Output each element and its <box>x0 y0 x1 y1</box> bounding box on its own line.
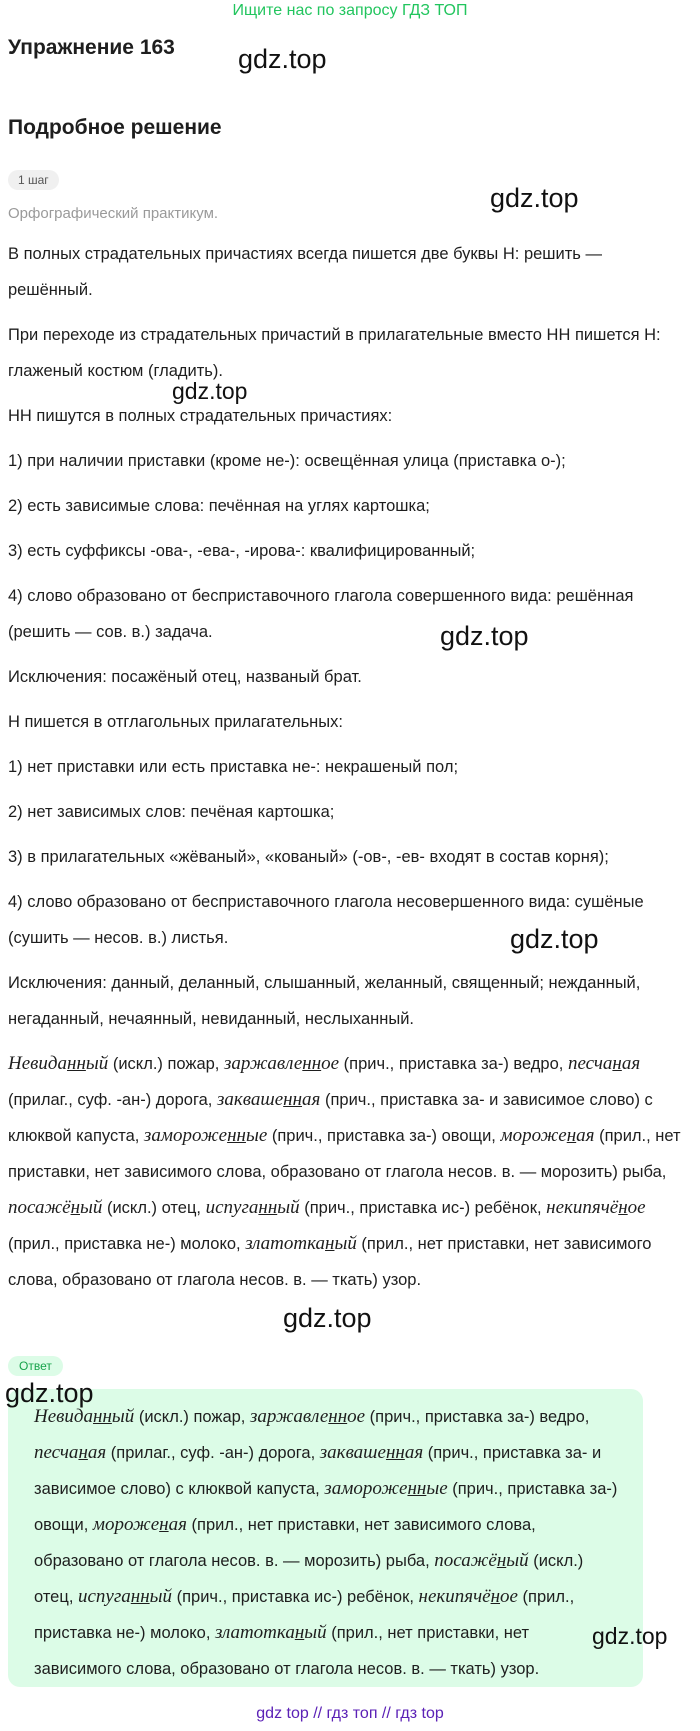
example-gloss: (прич., приставка ис-) ребёнок, <box>299 1199 547 1217</box>
step-badge: 1 шаг <box>8 170 59 190</box>
watermark: gdz.top <box>238 44 327 74</box>
exercise-title: Упражнение 163 <box>8 36 175 59</box>
solution-content <box>8 236 688 1298</box>
rule-paragraph: 4) слово образовано от бесприставочного глагола несовершенного вида: сушёные (сушить — несов. в.) листья. <box>8 893 644 947</box>
example-gloss: (прил., приставка не-) молоко, <box>8 1235 246 1253</box>
example-word: посажёный <box>8 1197 103 1218</box>
watermark: gdz.top <box>592 1623 668 1649</box>
highlighted-letters: нн <box>407 1478 427 1499</box>
footer-links[interactable]: gdz top // гдз топ // гдз top <box>256 1705 444 1722</box>
example-gloss: (прил., нет приставки, нет зависимого слова, образовано от глагола несов. в. — морозить) рыба, <box>8 1127 681 1181</box>
example-gloss: (прил., приставка не-) молоко, <box>34 1588 575 1642</box>
highlighted-letters: нн <box>302 1053 322 1074</box>
highlighted-letters: н <box>159 1514 169 1535</box>
rule-paragraph: В полных страдательных причастиях всегда пишется две буквы Н: решить — решённый. <box>8 245 602 299</box>
example-word: заквашeнная <box>319 1442 424 1463</box>
example-word: заморожeнные <box>324 1478 448 1499</box>
watermark: gdz.top <box>490 183 579 213</box>
highlighted-letters: н <box>490 1586 501 1607</box>
example-gloss: (прил., нет приставки, нет зависимого слова, образовано от глагола несов. в. — ткать) узор. <box>34 1624 540 1678</box>
example-word: заржавленное <box>249 1406 366 1427</box>
example-word: заморожeнные <box>143 1125 268 1146</box>
example-word: златотканый <box>245 1233 357 1254</box>
example-gloss: (прилаг., суф. -ан-) дорога, <box>106 1444 320 1462</box>
example-word: испуганный <box>205 1197 300 1218</box>
highlighted-letters: нн <box>258 1197 278 1218</box>
example-word: Невиданный <box>34 1406 135 1427</box>
rule-paragraph: НН пишутся в полных страдательных причастиях: <box>8 407 393 425</box>
rule-paragraph: 4) слово образовано от бесприставочного глагола совершенного вида: решённая (решить — сов. в.) задача. <box>8 587 634 641</box>
example-word: морожeная <box>500 1125 595 1146</box>
highlighted-letters: н <box>612 1053 622 1074</box>
example-gloss: (искл.) пожар, <box>108 1055 224 1073</box>
rule-paragraph: 1) нет приставки или есть приставка не-: некрашеный пол; <box>8 758 459 776</box>
highlighted-letters: нн <box>227 1125 246 1146</box>
example-gloss: (прич., приставка за-) ведро, <box>365 1408 590 1426</box>
highlighted-letters: нн <box>283 1089 303 1110</box>
highlighted-letters: н <box>325 1233 335 1254</box>
example-word: песчаная <box>567 1053 641 1074</box>
example-gloss: (прил., нет приставки, нет зависимого слова, образовано от глагола несов. в. — ткать) узор. <box>8 1235 652 1289</box>
example-gloss: (прил., нет приставки, нет зависимого слова, образовано от глагола несов. в. — морозить) рыба, <box>34 1516 536 1570</box>
rule-paragraph: 2) есть зависимые слова: печённая на углях картошка; <box>8 497 430 515</box>
rule-paragraph: Исключения: посажёный отец, названый брат. <box>8 668 362 686</box>
rule-paragraph: 2) нет зависимых слов: печёная картошка; <box>8 803 335 821</box>
highlighted-letters: н <box>294 1622 305 1643</box>
example-word: некипячёное <box>546 1197 646 1218</box>
search-banner[interactable]: Ищите нас по запросу ГДЗ ТОП <box>232 2 468 19</box>
rule-paragraph: Исключения: данный, деланный, слышанный, желанный, священный; нежданный, негаданный, нечаянный, невиданный, неслыханный. <box>8 974 641 1028</box>
rule-paragraph: 3) в прилагательных «жёваный», «кованый» (-ов-, -ев- входят в состав корня); <box>8 848 609 866</box>
step-subtitle: Орфографический практикум. <box>8 205 219 222</box>
example-word: некипячёное <box>418 1586 518 1607</box>
rule-paragraph: 1) при наличии приставки (кроме не-): освещённая улица (приставка о-); <box>8 452 566 470</box>
rule-paragraph: Н пишется в отглагольных прилагательных: <box>8 713 343 731</box>
highlighted-letters: нн <box>328 1406 348 1427</box>
example-gloss: (прич., приставка за-) овощи, <box>34 1480 618 1534</box>
example-word: златотканый <box>215 1622 327 1643</box>
highlighted-letters: нн <box>130 1586 150 1607</box>
example-gloss: (прич., приставка за- и зависимое слово) с клюквой капуста, <box>8 1091 653 1145</box>
example-word: морожeная <box>92 1514 187 1535</box>
highlighted-letters: нн <box>385 1442 405 1463</box>
highlighted-letters: нн <box>67 1053 86 1074</box>
example-word: заквашeнная <box>216 1089 321 1110</box>
highlighted-letters: н <box>496 1550 507 1571</box>
answer-badge: Ответ <box>8 1356 63 1376</box>
example-word: заржавленное <box>223 1053 340 1074</box>
highlighted-letters: н <box>70 1197 80 1218</box>
watermark: gdz.top <box>283 1303 372 1333</box>
answer-text <box>34 1399 621 1687</box>
solution-title: Подробное решение <box>8 116 222 139</box>
example-word: Невиданный <box>8 1053 109 1074</box>
rule-paragraph: При переходе из страдательных причастий в прилагательные вместо НН пишется Н: глаженый костюм (гладить). <box>8 326 661 380</box>
example-gloss: (прич., приставка за-) ведро, <box>339 1055 568 1073</box>
example-gloss: (искл.) отец, <box>102 1199 206 1217</box>
highlighted-letters: н <box>618 1197 628 1218</box>
example-text <box>8 1046 688 1298</box>
answer-box <box>8 1389 643 1687</box>
rule-paragraph: 3) есть суффиксы -ова-, -ева-, -ирова-: квалифицированный; <box>8 542 476 560</box>
example-word: посажёный <box>434 1550 529 1571</box>
example-gloss: (прич., приставка за-) овощи, <box>267 1127 501 1145</box>
highlighted-letters: н <box>78 1442 88 1463</box>
example-gloss: (искл.) пожар, <box>134 1408 250 1426</box>
example-word: песчаная <box>34 1442 107 1463</box>
highlighted-letters: нн <box>93 1406 112 1427</box>
watermark: gdz.top <box>440 621 529 651</box>
example-gloss: (прич., приставка за- и зависимое слово) с клюквой капуста, <box>34 1444 602 1498</box>
example-gloss: (прилаг., суф. -ан-) дорога, <box>8 1091 217 1109</box>
example-gloss: (искл.) отец, <box>34 1552 584 1606</box>
highlighted-letters: н <box>566 1125 577 1146</box>
watermark: gdz.top <box>172 378 248 404</box>
watermark: gdz.top <box>510 924 599 954</box>
example-gloss: (прич., приставка ис-) ребёнок, <box>172 1588 419 1606</box>
watermark: gdz.top <box>5 1378 94 1408</box>
example-word: испуганный <box>77 1586 172 1607</box>
